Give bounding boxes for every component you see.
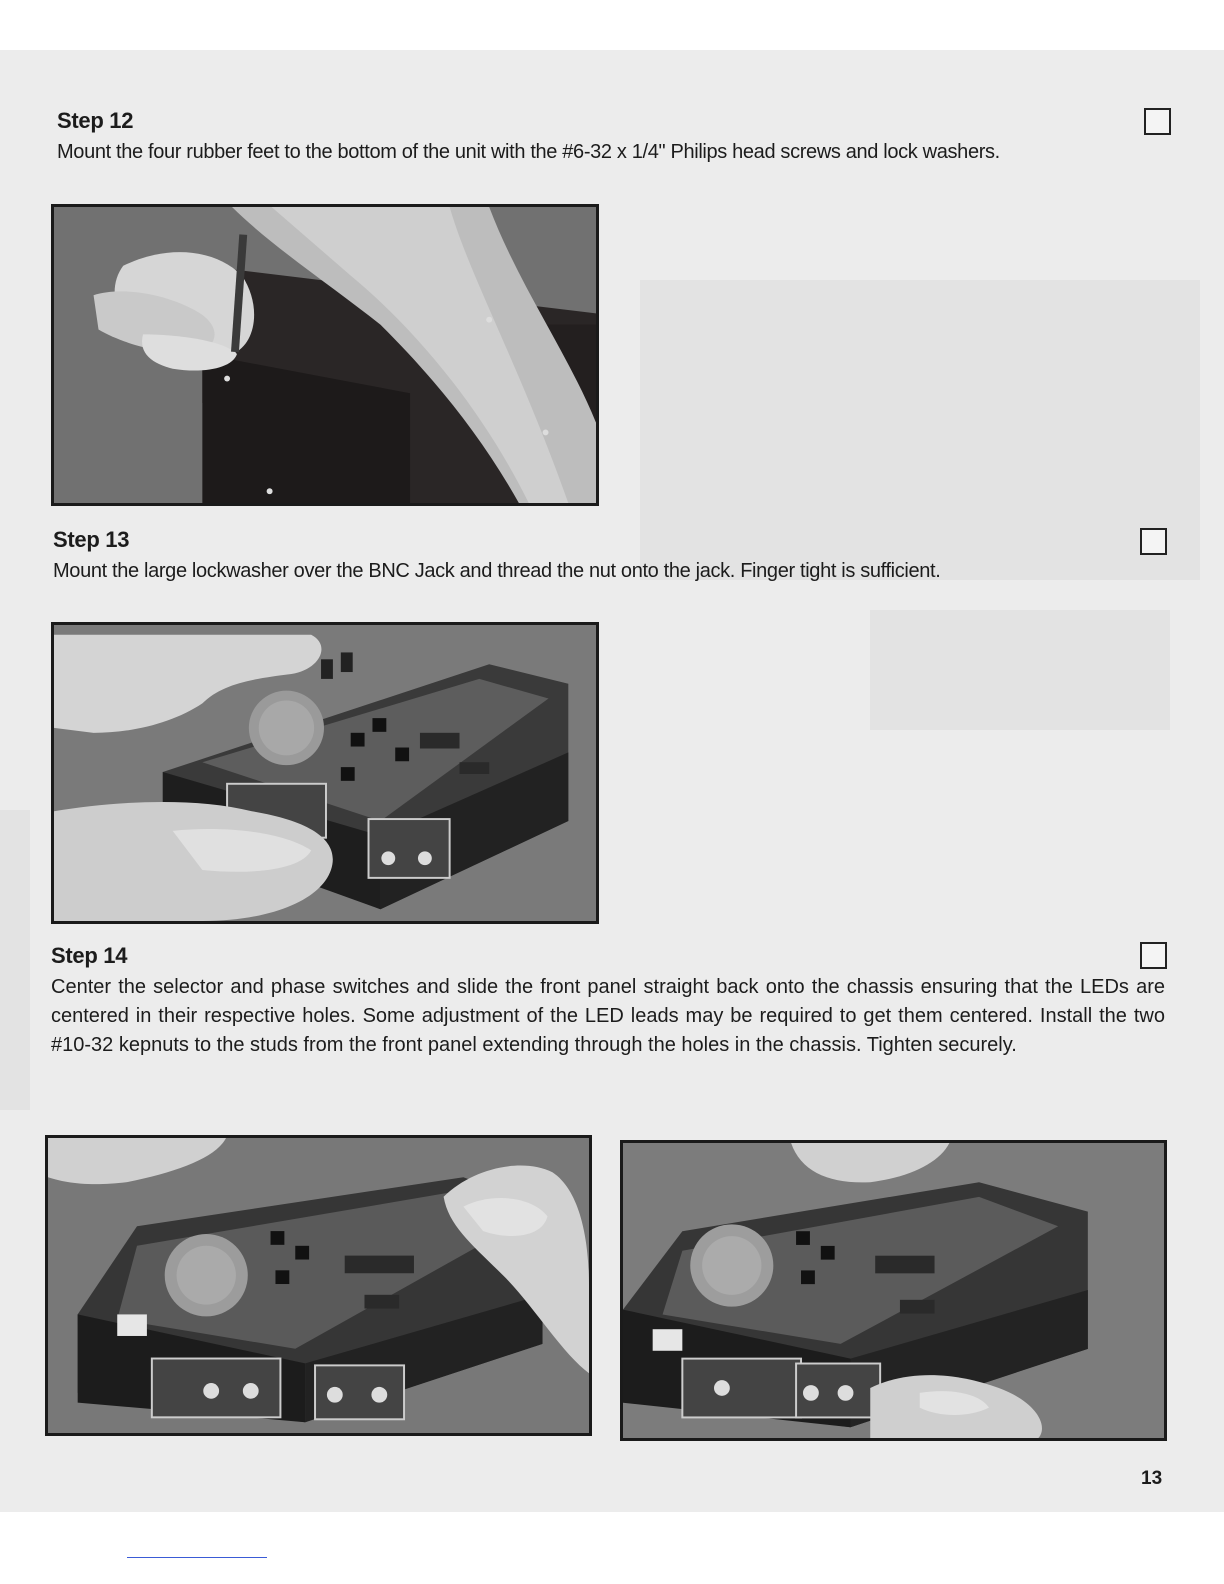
step-13-instructions: Mount the large lockwasher over the BNC Jack and thread the nut onto the jack. Finger tight is sufficient.: [53, 560, 941, 582]
step-14-photo-right: [620, 1140, 1167, 1441]
step-12-title: Step 12: [57, 108, 134, 133]
step-13-title: Step 13: [53, 527, 130, 552]
step-13-photo: [51, 622, 599, 924]
manual-page: [0, 50, 1224, 1512]
link-underline: [127, 1557, 267, 1558]
step-14-instructions: Center the selector and phase switches and slide the front panel straight back onto the chassis ensuring that the LEDs are centered in their respective holes. Some adjustment of the LED leads may be required to get them centered. Install the two #10-32 kepnuts to the studs from the front panel extending through the holes in the chassis. Tighten securely.: [51, 976, 1165, 1056]
step-13: [53, 527, 1163, 586]
page-number: 13: [1141, 1468, 1163, 1489]
step-13-checkbox[interactable]: [1140, 528, 1167, 555]
step-14-title: Step 14: [51, 943, 128, 968]
step-12-checkbox[interactable]: [1144, 108, 1171, 135]
step-12-photo: [51, 204, 599, 506]
step-12: [57, 108, 1167, 167]
step-14-checkbox[interactable]: [1140, 942, 1167, 969]
step-14-photo-left: [45, 1135, 592, 1436]
step-12-instructions: Mount the four rubber feet to the bottom of the unit with the #6-32 x 1/4" Philips head screws and lock washers.: [57, 141, 1000, 163]
step-14: [51, 943, 1165, 1060]
